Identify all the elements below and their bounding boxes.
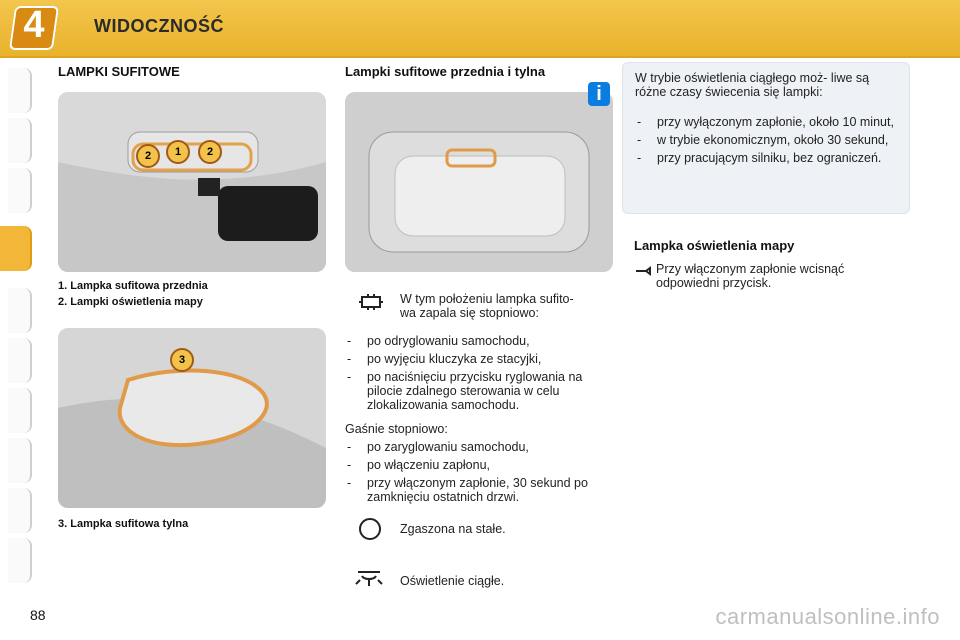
- info-box: [622, 62, 910, 214]
- fade-on-list: [345, 334, 615, 416]
- badge: 1: [166, 140, 190, 164]
- info-callout: [588, 62, 948, 212]
- list-item: - po włączeniu zapłonu,: [345, 458, 615, 472]
- off-icon: [356, 515, 384, 543]
- list-item: - przy wyłączonym zapłonie, około 10 minut,: [635, 115, 897, 129]
- fade-off-title: Gaśnie stopniowo:: [345, 422, 448, 436]
- chapter-header: [0, 0, 960, 58]
- front-ceiling-illustration: [58, 92, 326, 272]
- side-tab[interactable]: [8, 338, 32, 383]
- on-icon: [352, 566, 386, 590]
- finger-pointer-icon: [634, 264, 652, 278]
- info-list: [635, 115, 897, 169]
- ceiling-lamp-photo: [345, 92, 613, 272]
- side-tab[interactable]: [8, 488, 32, 533]
- side-tab[interactable]: [8, 538, 32, 583]
- ceiling-lamp-illustration: [345, 92, 613, 272]
- list-item: - przy pracującym silniku, bez ograniczeń.: [635, 151, 897, 165]
- side-tab[interactable]: [8, 288, 32, 333]
- chapter-side-tabs: [0, 68, 34, 578]
- side-tab[interactable]: [8, 438, 32, 483]
- badge: 2: [136, 144, 160, 168]
- front-ceiling-photo: [58, 92, 326, 272]
- list-item: - po zaryglowaniu samochodu,: [345, 440, 615, 454]
- caption-3: 3. Lampka sufitowa tylna: [58, 518, 189, 530]
- section-title: Lampki sufitowe przednia i tylna: [345, 64, 546, 79]
- page-number: 88: [30, 607, 46, 623]
- list-item: - po wyjęciu kluczyka ze stacyjki,: [345, 352, 615, 366]
- mode-fade-text-2: wa zapala się stopniowo:: [400, 306, 539, 320]
- badge: 3: [170, 348, 194, 372]
- rear-ceiling-photo: [58, 328, 326, 508]
- mode-fade-text-1: W tym położeniu lampka sufito-: [400, 292, 574, 306]
- info-intro: W trybie oświetlenia ciągłego moż- liwe są różne czasy świecenia się lampki:: [635, 71, 870, 99]
- info-icon: i: [588, 82, 610, 106]
- mode-fade-text: [400, 292, 615, 320]
- chapter-title: WIDOCZNOŚĆ: [94, 16, 224, 36]
- caption-2: 2. Lampki oświetlenia mapy: [58, 296, 203, 308]
- chapter-number: 4: [23, 4, 45, 46]
- side-tab[interactable]: [8, 118, 32, 163]
- list-item: - po naciśnięciu przycisku ryglowania na pilocie zdalnego sterowania w celu zlokalizowania samochodu.: [345, 370, 615, 412]
- on-label: Oświetlenie ciągłe.: [400, 574, 505, 588]
- list-item: - przy włączonym zapłonie, 30 sekund po zamknięciu ostatnich drzwi.: [345, 476, 615, 504]
- list-item: - po odryglowaniu samochodu,: [345, 334, 615, 348]
- side-tab-active[interactable]: [0, 226, 32, 271]
- side-tab[interactable]: [8, 68, 32, 113]
- caption-1: 1. Lampka sufitowa przednia: [58, 280, 208, 292]
- watermark: carmanualsonline.info: [715, 604, 940, 629]
- off-label: Zgaszona na stałe.: [400, 522, 506, 536]
- section-title: LAMPKI SUFITOWE: [58, 64, 180, 79]
- badge: 2: [198, 140, 222, 164]
- map-instruction: Przy włączonym zapłonie wcisnąć odpowiedni przycisk.: [656, 262, 845, 290]
- fade-off-list: [345, 440, 615, 508]
- side-tab[interactable]: [8, 388, 32, 433]
- list-item: - w trybie ekonomicznym, około 30 sekund,: [635, 133, 897, 147]
- side-tab[interactable]: [8, 168, 32, 213]
- mode-fade-icon: [356, 292, 386, 314]
- section-title: Lampka oświetlenia mapy: [634, 238, 795, 253]
